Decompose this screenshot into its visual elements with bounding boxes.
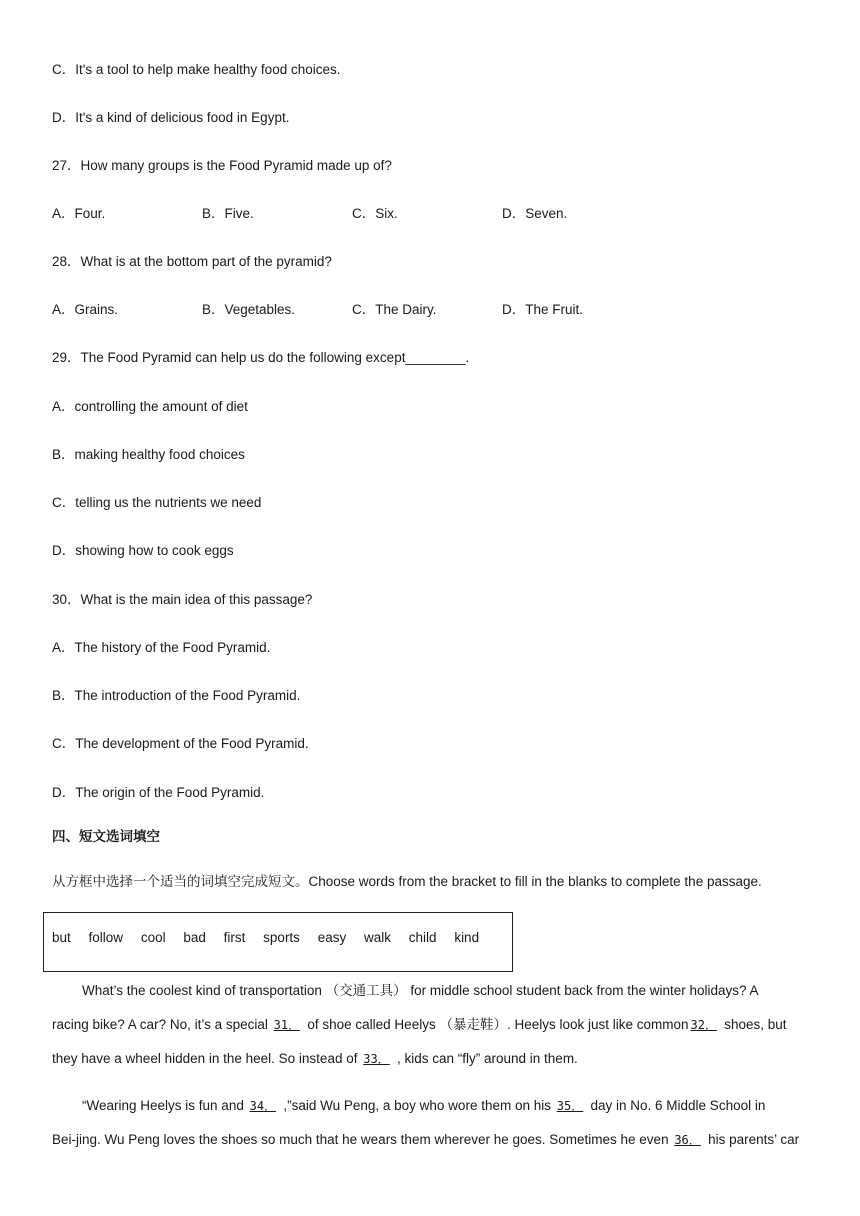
word-bank-item: first — [223, 930, 246, 945]
q26-option-c: C．It's a tool to help make healthy food choices. — [52, 62, 341, 77]
q30-option-c: C．The development of the Food Pyramid. — [52, 736, 309, 751]
q30-option-d: D．The origin of the Food Pyramid. — [52, 785, 265, 800]
passage-text: Bei-jing. Wu Peng loves the shoes so much that he wears them wherever he goes. Sometimes he even — [52, 1132, 673, 1147]
passage-paragraph-2 — [52, 1089, 808, 1157]
passage-text: , kids can “fly” around in them. — [393, 1051, 578, 1066]
q27-stem: 27．How many groups is the Food Pyramid made up of? — [52, 158, 392, 173]
word-bank-item: kind — [454, 930, 480, 945]
passage-line — [52, 974, 808, 1008]
passage-paragraph-1 — [52, 974, 808, 1076]
passage-text: day in No. 6 Middle School in — [586, 1098, 766, 1113]
passage-text: his parents’ car — [704, 1132, 800, 1147]
q28-option-b: B．Vegetables. — [202, 302, 296, 317]
passage-text: shoes, but — [720, 1017, 787, 1032]
passage-text: racing bike? A car? No, it’s a special — [52, 1017, 272, 1032]
q26-option-d: D．It's a kind of delicious food in Egypt. — [52, 110, 290, 125]
q29-option-d: D．showing how to cook eggs — [52, 543, 234, 558]
word-bank-item: but — [52, 930, 71, 945]
passage-line — [52, 1042, 808, 1076]
passage-text: they have a wheel hidden in the heel. So instead of — [52, 1051, 362, 1066]
passage-line — [52, 1089, 808, 1123]
q30-option-b: B．The introduction of the Food Pyramid. — [52, 688, 301, 703]
word-bank-item: follow — [88, 930, 124, 945]
blank-32[interactable]: 32． — [690, 1018, 717, 1032]
q28-option-c: C．The Dairy. — [352, 302, 437, 317]
word-bank-item: cool — [140, 930, 166, 945]
q30-stem: 30．What is the main idea of this passage? — [52, 592, 313, 607]
blank-31[interactable]: 31． — [273, 1018, 301, 1032]
word-bank-item: bad — [183, 930, 206, 945]
blank-33[interactable]: 33． — [363, 1052, 390, 1066]
q27-option-b: B．Five. — [202, 206, 254, 221]
q27-option-d: D．Seven. — [502, 206, 568, 221]
passage-text: ,”said Wu Peng, a boy who wore them on his — [279, 1098, 555, 1113]
blank-36[interactable]: 36． — [674, 1133, 701, 1147]
q29-option-c: C．telling us the nutrients we need — [52, 495, 262, 510]
q28-stem: 28．What is at the bottom part of the pyramid? — [52, 254, 332, 269]
word-bank-item: sports — [263, 930, 300, 945]
passage-line — [52, 1008, 808, 1042]
q30-option-a: A．The history of the Food Pyramid. — [52, 640, 271, 655]
q27-option-c: C．Six. — [352, 206, 398, 221]
section-instruction: 从方框中选择一个适当的词填空完成短文。Choose words from the bracket to fill in the blanks to complete the passage. — [52, 874, 762, 889]
q29-option-a: A．controlling the amount of diet — [52, 399, 248, 414]
passage-text: What’s the coolest kind of transportation （交通工具） for middle school student back from the winter holidays? A — [82, 983, 759, 998]
q27-option-a: A．Four. — [52, 206, 106, 221]
q29-stem: 29．The Food Pyramid can help us do the following except________. — [52, 350, 470, 365]
section-title: 四、短文选词填空 — [52, 829, 160, 845]
blank-35[interactable]: 35． — [556, 1099, 584, 1113]
blank-34[interactable]: 34． — [249, 1099, 277, 1113]
passage-text: “Wearing Heelys is fun and — [82, 1098, 248, 1113]
q27-options — [52, 205, 812, 223]
word-bank — [52, 929, 493, 947]
passage-text: of shoe called Heelys （暴走鞋）. Heelys look just like common — [303, 1017, 689, 1032]
word-bank-box — [43, 912, 513, 972]
passage-line — [52, 1123, 808, 1157]
word-bank-item: easy — [317, 930, 347, 945]
q29-option-b: B．making healthy food choices — [52, 447, 245, 462]
q28-option-d: D．The Fruit. — [502, 302, 584, 317]
q28-options — [52, 301, 812, 319]
q28-option-a: A．Grains. — [52, 302, 119, 317]
word-bank-item: child — [408, 930, 437, 945]
word-bank-item: walk — [364, 930, 392, 945]
